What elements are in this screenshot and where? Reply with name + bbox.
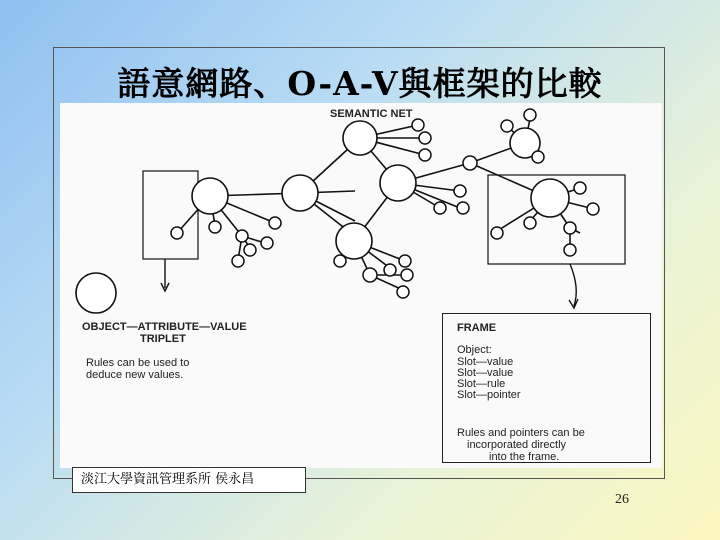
oav-label-sub: TRIPLET xyxy=(140,333,186,345)
semantic-net-heading: SEMANTIC NET xyxy=(330,108,413,120)
semantic-net-diagram xyxy=(60,103,662,468)
frame-title: FRAME xyxy=(457,322,497,334)
frame-note: Rules and pointers can be xyxy=(457,427,585,439)
rules-text: Rules can be used to xyxy=(86,357,190,369)
frame-note: into the frame. xyxy=(489,451,560,463)
left-group-box xyxy=(143,171,198,259)
node xyxy=(282,175,318,211)
rules-text: deduce new values. xyxy=(86,369,184,381)
frame-object-label: Object: xyxy=(457,344,492,356)
arrow-down-icon xyxy=(569,299,578,308)
footer-credit: 淡江大學資訊管理系所 侯永昌 xyxy=(72,467,306,493)
frame-slot: Slot—rule xyxy=(457,378,506,390)
oav-node xyxy=(76,273,116,313)
oav-label: OBJECT—ATTRIBUTE—VALUE xyxy=(82,321,247,333)
node xyxy=(192,178,228,214)
frame-note: incorporated directly xyxy=(467,439,567,451)
slide-title: 語意網路、O-A-V與框架的比較 xyxy=(117,64,603,103)
node xyxy=(336,223,372,259)
frame-slot: Slot—value xyxy=(457,356,514,368)
frame-slot: Slot—pointer xyxy=(457,389,521,401)
page-number: 26 xyxy=(615,492,629,507)
node xyxy=(531,179,569,217)
frame-box xyxy=(442,313,651,463)
node xyxy=(380,165,416,201)
node xyxy=(343,121,377,155)
frame-slot: Slot—value xyxy=(457,367,514,379)
